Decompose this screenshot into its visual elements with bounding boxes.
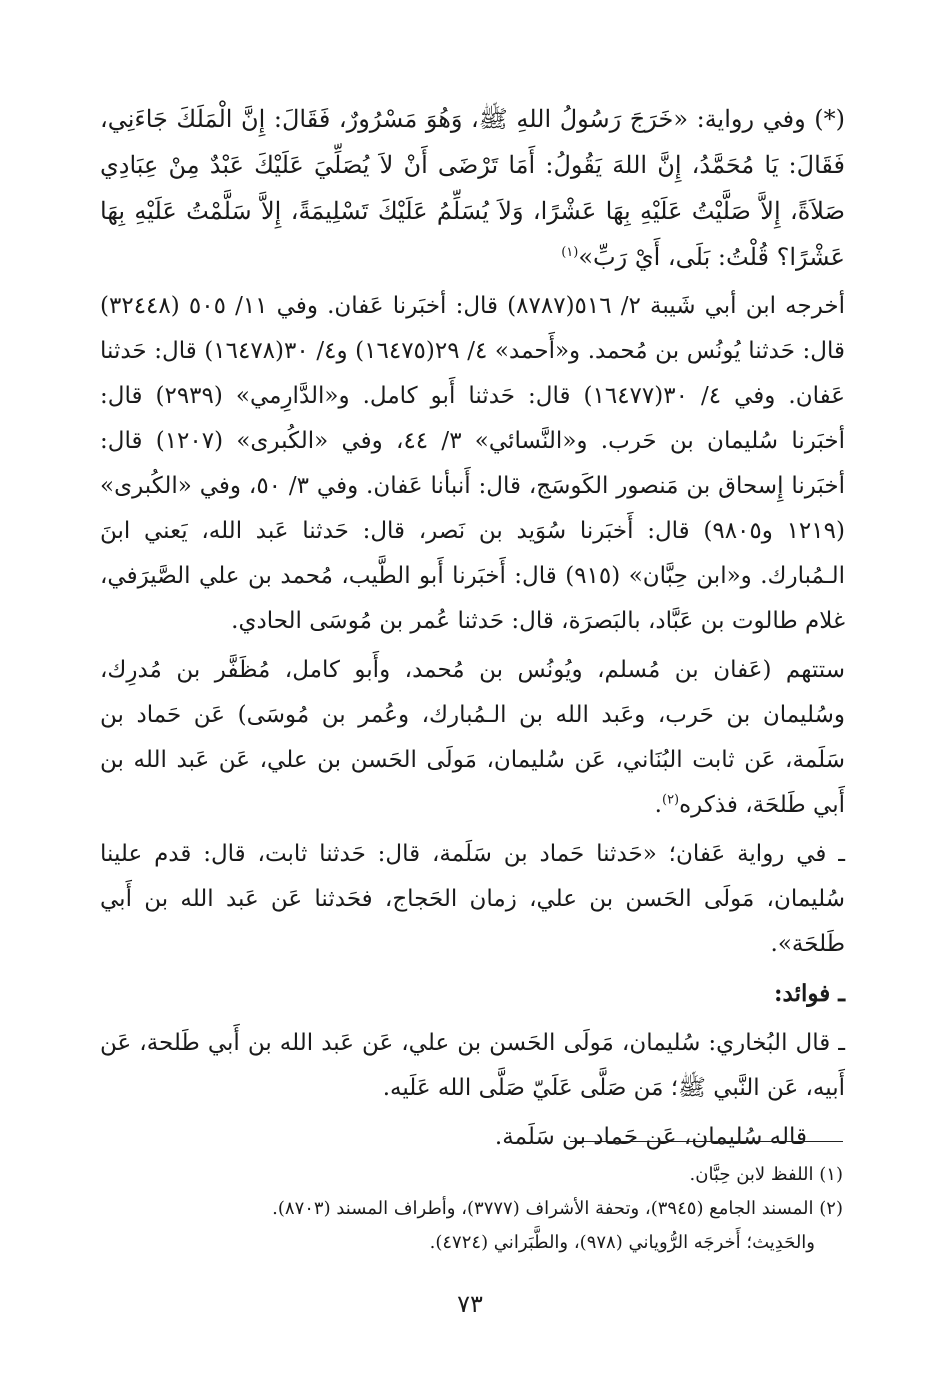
- footnote-2-continuation: والحَدِيث؛ أَخرجَه الرُّوياني (٩٧٨)، والطَّبَراني (٤٧٢٤).: [429, 1232, 815, 1253]
- page-number: ٧٣: [457, 1290, 483, 1318]
- benefit-paragraph-2: [100, 1115, 845, 1160]
- benefit-paragraph-1: [100, 1021, 845, 1111]
- page-body: [100, 96, 845, 1164]
- chain-text: ستتهم (عَفان بن مُسلم، ويُونُس بن مُحمد، وأَبو كامل، مُظَفَّر بن مُدرِك، وسُليمان بن حَرب، وعَبد الله بن الـمُبارك، وعُمر بن مُوسَى) عَن حَماد بن سَلَمة، عَن ثابت البُنَاني، عَن سُليمان، مَولَى الحَسن بن علي، عَن عَبد الله بن أَبي طَلحَة، فذكره: [100, 657, 845, 818]
- footnote-2: (٢) المسند الجامع (٣٩٤٥)، وتحفة الأشراف (٣٧٧٧)، وأطراف المسند (٨٧٠٣).: [272, 1198, 843, 1219]
- benefits-heading: ـ فوائد:: [774, 980, 845, 1007]
- takhrij-text: أخرجه ابن أبي شَيبة ٢/ ٥١٦(٨٧٨٧) قال: أخبَرنا عَفان. وفي ١١/ ٥٠٥ (٣٢٤٤٨) قال: حَدثنا يُونُس بن مُحمد. و«أَحمد» ٤/ ٢٩(١٦٤٧٥) و٤/ ٣٠(١٦٤٧٨) قال: حَدثنا عَفان. وفي ٤/ ٣٠(١٦٤٧٧) قال: حَدثنا أَبو كامل. و«الدَّارِمي» (٢٩٣٩) قال: أخبَرنا سُليمان بن حَرب. و«النَّسائي» ٣/ ٤٤، وفي «الكُبرى» (١٢٠٧) قال: أخبَرنا إِسحاق بن مَنصور الكَوسَج، قال: أَنبأنا عَفان. وفي ٣/ ٥٠، وفي «الكُبرى» (١٢١٩ و٩٨٠٥) قال: أَخبَرنا سُوَيد بن نَصر، قال: حَدثنا عَبد الله، يَعني ابنَ الـمُبارك. و«ابن حِبَّان» (٩١٥) قال: أَخبَرنا أَبو الطَّيب، مُحمد بن علي الصَّيرَفي، غلام طالوت بن عَبَّاد، بالبَصرَة، قال: حَدثنا عُمر بن مُوسَى الحادي.: [100, 293, 845, 634]
- chain-paragraph: ستتهم (عَفان بن مُسلم، ويُونُس بن مُحمد، وأَبو كامل، مُظَفَّر بن مُدرِك، وسُليمان بن حَرب، وعَبد الله بن الـمُبارك، وعُمر بن مُوسَى) عَن حَماد بن سَلَمة، عَن ثابت البُنَاني، عَن سُليمان، مَولَى الحَسن بن علي، عَن عَبد الله بن أَبي طَلحَة، فذكره$^{(٢)}$.: [100, 657, 845, 818]
- benefit-text-2: قاله سُليمان، عَن حَماد بن سَلَمة.: [494, 1124, 807, 1150]
- footnote-ref-2[interactable]: (٢): [661, 792, 680, 808]
- variant-text: ـ في رواية عَفان؛ «حَدثنا حَماد بن سَلَمة، قال: حَدثنا ثابت، قال: قدم علينا سُليمان، مَولَى الحَسن بن علي، زمان الحَجاج، فحَدثنا عَن عَبد الله بن أَبي طَلحَة».: [100, 841, 845, 957]
- hadith-text: (*) وفي رواية: «خَرَجَ رَسُولُ اللهِ ﷺ، وَهُوَ مَسْرُورٌ، فَقَالَ: إِنَّ الْمَلَكَ جَاءَنِي، فَقَالَ: يَا مُحَمَّدُ، إِنَّ اللهَ يَقُولُ: أَمَا تَرْضَى أَنْ لاَ يُصَلِّيَ عَلَيْكَ عَبْدٌ مِنْ عِبَادِي صَلاَةً، إِلاَّ صَلَّيْتُ عَلَيْهِ بِهَا عَشْرًا، وَلاَ يُسَلِّمُ عَلَيْكَ تَسْلِيمَةً، إِلاَّ سَلَّمْتُ عَلَيْهِ بِهَا عَشْرًا؟ قُلْتُ: بَلَى، أَيْ رَبِّ»: [100, 105, 845, 271]
- footnote-divider: [570, 1141, 843, 1142]
- hadith-paragraph: [100, 96, 845, 280]
- footnote-1: (١) اللفظ لابن حِبَّان.: [689, 1164, 843, 1185]
- benefit-text-1: ـ قال البُخاري: سُليمان، مَولَى الحَسن بن علي، عَن عَبد الله بن أَبي طَلحة، عَن أَبيه، عَن النَّبي ﷺ؛ مَن صَلَّى عَلَيّ صَلَّى الله عَلَيه.: [100, 1030, 845, 1101]
- footnote-ref-1[interactable]: (١): [561, 245, 579, 260]
- variant-paragraph: [100, 832, 845, 967]
- footnotes-section: [98, 1158, 843, 1260]
- takhrij-paragraph: [100, 284, 845, 644]
